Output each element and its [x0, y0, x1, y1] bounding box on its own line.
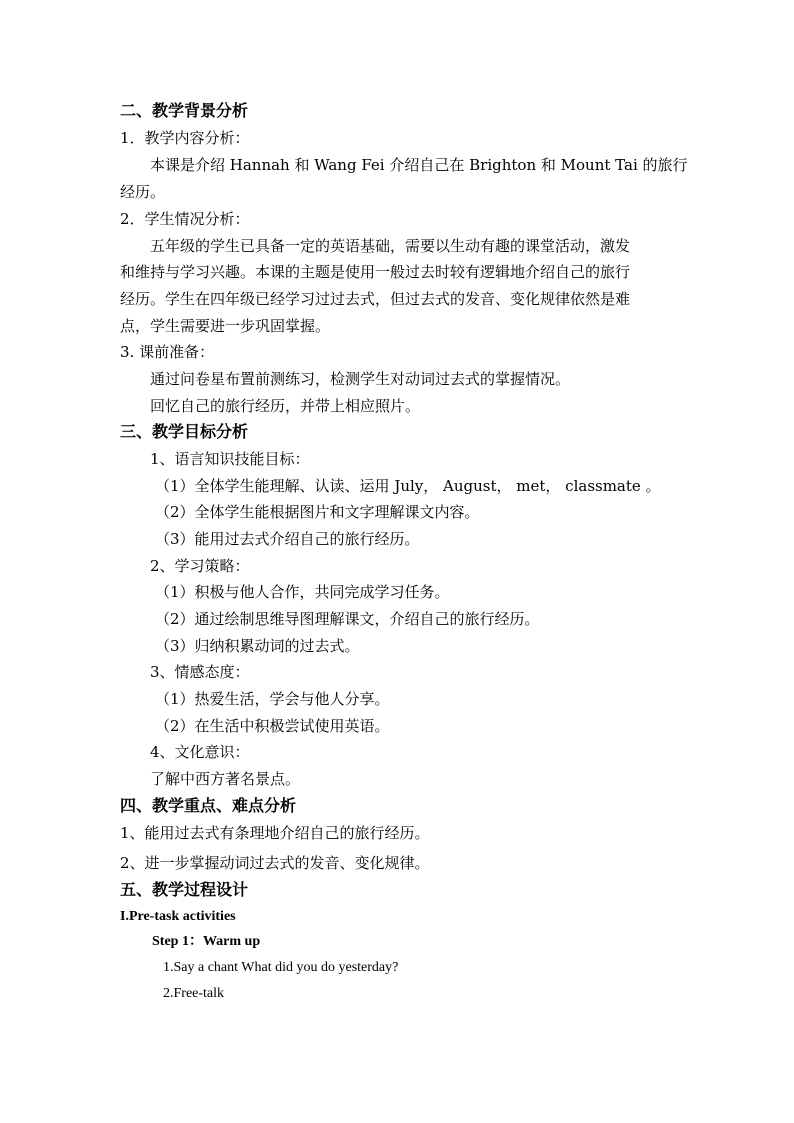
paragraph-line: 五年级的学生已具备一定的英语基础，需要以生动有趣的课堂活动，激发	[150, 237, 631, 255]
key-point-item: 1、能用过去式有条理地介绍自己的旅行经历。	[120, 824, 430, 842]
objective-item: （2）在生活中积极尝试使用英语。	[155, 717, 390, 735]
key-point-item: 2、进一步掌握动词过去式的发音、变化规律。	[120, 854, 430, 872]
paragraph-line: 点，学生需要进一步巩固掌握。	[120, 317, 331, 335]
subsection-student-analysis: 2．学生情况分析：	[120, 210, 250, 228]
objective-heading: 2、学习策略：	[150, 557, 250, 575]
section-heading-process: 五、教学过程设计	[120, 880, 249, 899]
objective-item: （1）全体学生能理解、认读、运用 July， August， met， classmate 。	[155, 477, 661, 495]
paragraph-line: 和维持与学习兴趣。本课的主题是使用一般过去时较有逻辑地介绍自己的旅行	[120, 263, 631, 281]
paragraph-line: 经历。	[120, 183, 166, 201]
process-phase-heading: I.Pre-task activities	[120, 909, 236, 924]
section-heading-background: 二、教学背景分析	[120, 101, 249, 120]
objective-item: （3）归纳积累动词的过去式。	[155, 637, 360, 655]
objective-heading: 3、情感态度：	[150, 663, 250, 681]
paragraph-line: 回忆自己的旅行经历，并带上相应照片。	[150, 397, 421, 415]
objective-item: 了解中西方著名景点。	[150, 770, 301, 788]
subsection-preparation: 3. 课前准备：	[120, 343, 215, 361]
subsection-content-analysis: 1．教学内容分析：	[120, 129, 250, 147]
process-step-item: 1.Say a chant What did you do yesterday?	[163, 960, 399, 975]
objective-heading: 1、语言知识技能目标：	[150, 450, 310, 468]
paragraph-line: 通过问卷星布置前测练习，检测学生对动词过去式的掌握情况。	[150, 370, 571, 388]
objective-item: （2）通过绘制思维导图理解课文，介绍自己的旅行经历。	[155, 610, 540, 628]
paragraph-line: 经历。学生在四年级已经学习过过去式，但过去式的发音、变化规律依然是难	[120, 290, 631, 308]
process-step-heading: Step 1：Warm up	[152, 934, 261, 949]
section-heading-key-points: 四、教学重点、难点分析	[120, 796, 297, 815]
objective-item: （1）热爱生活，学会与他人分享。	[155, 690, 390, 708]
objective-item: （3）能用过去式介绍自己的旅行经历。	[155, 530, 420, 548]
objective-item: （1）积极与他人合作，共同完成学习任务。	[155, 583, 450, 601]
paragraph-line: 本课是介绍 Hannah 和 Wang Fei 介绍自己在 Brighton 和 Mount Tai 的旅行	[150, 156, 688, 174]
section-heading-objectives: 三、教学目标分析	[120, 422, 249, 441]
objective-heading: 4、文化意识：	[150, 743, 250, 761]
process-step-item: 2.Free-talk	[163, 986, 225, 1001]
objective-item: （2）全体学生能根据图片和文字理解课文内容。	[155, 503, 480, 521]
